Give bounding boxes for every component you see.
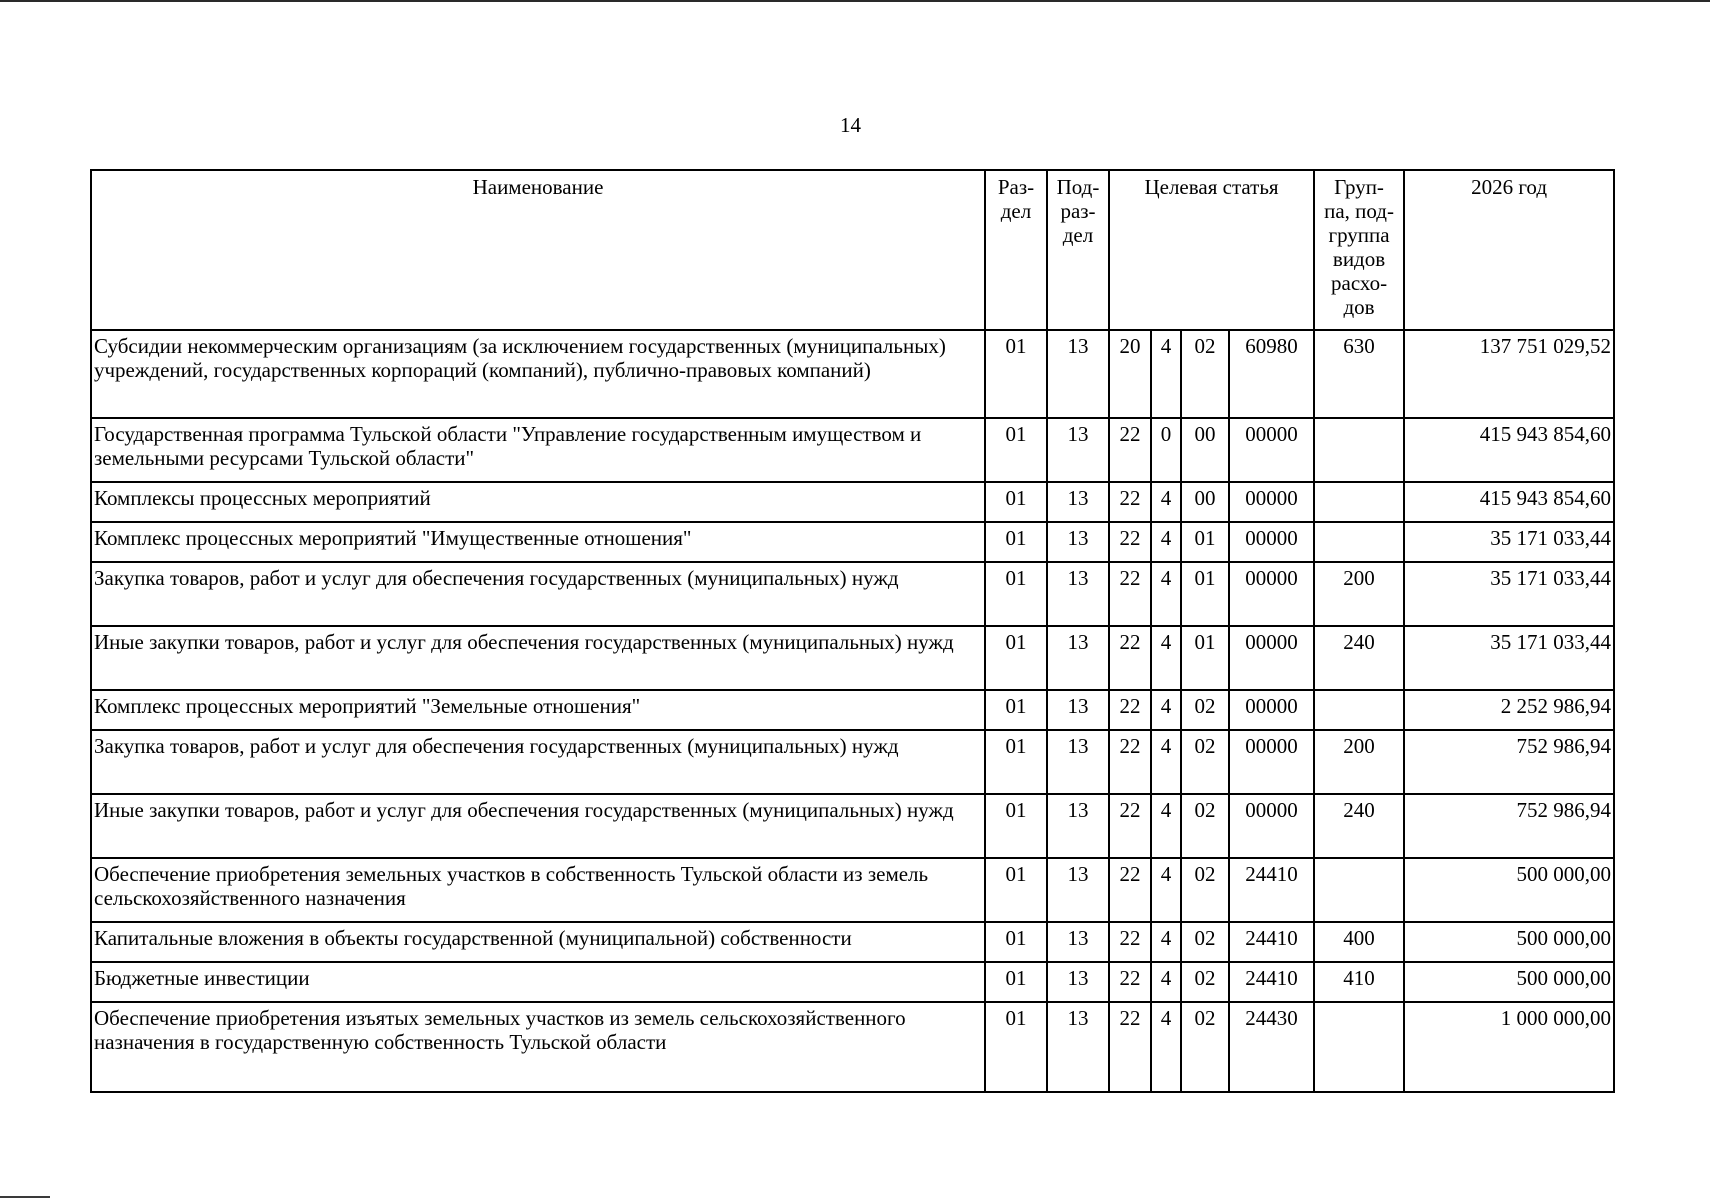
- cell-cs-program: 22: [1109, 858, 1151, 922]
- cell-razdel: 01: [985, 690, 1047, 730]
- cell-expense-group: 240: [1314, 794, 1404, 858]
- cell-razdel: 01: [985, 794, 1047, 858]
- cell-cs-subprogram: 01: [1181, 626, 1229, 690]
- cell-name: Иные закупки товаров, работ и услуг для обеспечения государственных (муниципальных) нужд: [91, 626, 985, 690]
- table-row: [91, 794, 1614, 858]
- cell-name: Государственная программа Тульской области "Управление государственным имуществом и земельными ресурсами Тульской области": [91, 418, 985, 482]
- cell-cs-subprogram: 00: [1181, 418, 1229, 482]
- header-expense-group: [1314, 170, 1404, 330]
- cell-amount: 415 943 854,60: [1404, 418, 1614, 482]
- cell-amount: 1 000 000,00: [1404, 1002, 1614, 1092]
- cell-name: Обеспечение приобретения земельных участков в собственность Тульской области из земель сельскохозяйственного назначения: [91, 858, 985, 922]
- cell-cs-type: 4: [1151, 522, 1181, 562]
- cell-cs-subprogram: 00: [1181, 482, 1229, 522]
- cell-cs-direction: 00000: [1229, 522, 1314, 562]
- cell-cs-type: 4: [1151, 626, 1181, 690]
- cell-name: Комплекс процессных мероприятий "Имущественные отношения": [91, 522, 985, 562]
- header-year-text: 2026 год: [1471, 175, 1547, 199]
- cell-razdel: 01: [985, 922, 1047, 962]
- cell-razdel: 01: [985, 330, 1047, 418]
- cell-cs-direction: 00000: [1229, 418, 1314, 482]
- cell-cs-direction: 00000: [1229, 730, 1314, 794]
- cell-cs-subprogram: 02: [1181, 922, 1229, 962]
- cell-cs-program: 22: [1109, 522, 1151, 562]
- cell-razdel: 01: [985, 562, 1047, 626]
- cell-name: Комплекс процессных мероприятий "Земельные отношения": [91, 690, 985, 730]
- table-row: [91, 962, 1614, 1002]
- cell-cs-type: 4: [1151, 858, 1181, 922]
- table-row: [91, 858, 1614, 922]
- budget-table: [90, 169, 1615, 1093]
- cell-cs-type: 4: [1151, 794, 1181, 858]
- cell-cs-direction: 00000: [1229, 562, 1314, 626]
- cell-razdel: 01: [985, 962, 1047, 1002]
- cell-razdel: 01: [985, 730, 1047, 794]
- cell-podrazdel: 13: [1047, 522, 1109, 562]
- cell-cs-program: 22: [1109, 922, 1151, 962]
- cell-cs-program: 22: [1109, 962, 1151, 1002]
- cell-podrazdel: 13: [1047, 626, 1109, 690]
- cell-cs-subprogram: 01: [1181, 562, 1229, 626]
- table-row: [91, 690, 1614, 730]
- table-row: [91, 418, 1614, 482]
- cell-cs-type: 4: [1151, 562, 1181, 626]
- cell-expense-group: 200: [1314, 730, 1404, 794]
- cell-podrazdel: 13: [1047, 1002, 1109, 1092]
- cell-podrazdel: 13: [1047, 418, 1109, 482]
- header-name-text: Наименование: [472, 175, 604, 199]
- cell-cs-subprogram: 02: [1181, 962, 1229, 1002]
- cell-expense-group: 410: [1314, 962, 1404, 1002]
- cell-podrazdel: 13: [1047, 962, 1109, 1002]
- cell-razdel: 01: [985, 522, 1047, 562]
- cell-name: Закупка товаров, работ и услуг для обеспечения государственных (муниципальных) нужд: [91, 562, 985, 626]
- cell-cs-type: 4: [1151, 730, 1181, 794]
- cell-cs-direction: 00000: [1229, 482, 1314, 522]
- table-row: [91, 1002, 1614, 1092]
- page-number: 14: [840, 113, 861, 137]
- cell-cs-direction: 00000: [1229, 690, 1314, 730]
- cell-cs-subprogram: 02: [1181, 794, 1229, 858]
- cell-cs-program: 22: [1109, 1002, 1151, 1092]
- cell-amount: 500 000,00: [1404, 922, 1614, 962]
- cell-podrazdel: 13: [1047, 794, 1109, 858]
- cell-amount: 415 943 854,60: [1404, 482, 1614, 522]
- cell-expense-group: 400: [1314, 922, 1404, 962]
- cell-cs-direction: 24430: [1229, 1002, 1314, 1092]
- cell-podrazdel: 13: [1047, 562, 1109, 626]
- header-section: [985, 170, 1047, 330]
- cell-expense-group: [1314, 522, 1404, 562]
- cell-cs-type: 0: [1151, 418, 1181, 482]
- cell-amount: 35 171 033,44: [1404, 522, 1614, 562]
- cell-razdel: 01: [985, 626, 1047, 690]
- cell-cs-program: 22: [1109, 626, 1151, 690]
- cell-name: Субсидии некоммерческим организациям (за исключением государственных (муниципальных) учреждений, государственных корпораций (компаний), публично-правовых компаний): [91, 330, 985, 418]
- cell-amount: 500 000,00: [1404, 962, 1614, 1002]
- cell-cs-program: 22: [1109, 690, 1151, 730]
- table-row: [91, 730, 1614, 794]
- cell-podrazdel: 13: [1047, 730, 1109, 794]
- cell-cs-direction: 24410: [1229, 962, 1314, 1002]
- cell-cs-subprogram: 02: [1181, 730, 1229, 794]
- cell-cs-subprogram: 01: [1181, 522, 1229, 562]
- header-subsection: [1047, 170, 1109, 330]
- cell-cs-direction: 00000: [1229, 794, 1314, 858]
- cell-cs-subprogram: 02: [1181, 1002, 1229, 1092]
- cell-expense-group: 200: [1314, 562, 1404, 626]
- cell-amount: 137 751 029,52: [1404, 330, 1614, 418]
- cell-amount: 500 000,00: [1404, 858, 1614, 922]
- cell-cs-program: 20: [1109, 330, 1151, 418]
- header-target-article: [1109, 170, 1314, 330]
- cell-expense-group: 240: [1314, 626, 1404, 690]
- cell-podrazdel: 13: [1047, 922, 1109, 962]
- header-target-article-text: Целевая статья: [1144, 175, 1279, 199]
- cell-podrazdel: 13: [1047, 482, 1109, 522]
- cell-cs-program: 22: [1109, 418, 1151, 482]
- cell-cs-type: 4: [1151, 1002, 1181, 1092]
- cell-name: Обеспечение приобретения изъятых земельных участков из земель сельскохозяйственного назначения в государственную собственность Тульской области: [91, 1002, 985, 1092]
- cell-amount: 752 986,94: [1404, 794, 1614, 858]
- cell-cs-type: 4: [1151, 690, 1181, 730]
- cell-razdel: 01: [985, 858, 1047, 922]
- cell-cs-subprogram: 02: [1181, 690, 1229, 730]
- cell-expense-group: [1314, 1002, 1404, 1092]
- cell-cs-type: 4: [1151, 922, 1181, 962]
- cell-name: Иные закупки товаров, работ и услуг для обеспечения государственных (муниципальных) нужд: [91, 794, 985, 858]
- cell-podrazdel: 13: [1047, 690, 1109, 730]
- cell-amount: 752 986,94: [1404, 730, 1614, 794]
- cell-razdel: 01: [985, 482, 1047, 522]
- cell-cs-program: 22: [1109, 730, 1151, 794]
- cell-name: Капитальные вложения в объекты государственной (муниципальной) собственности: [91, 922, 985, 962]
- cell-expense-group: [1314, 418, 1404, 482]
- cell-name: Закупка товаров, работ и услуг для обеспечения государственных (муниципальных) нужд: [91, 730, 985, 794]
- table-row: [91, 626, 1614, 690]
- header-section-text: Раз- дел: [997, 175, 1035, 223]
- cell-cs-direction: 24410: [1229, 858, 1314, 922]
- cell-cs-type: 4: [1151, 330, 1181, 418]
- header-expense-group-text: Груп- па, под- группа видов расхо- дов: [1324, 175, 1394, 319]
- cell-amount: 2 252 986,94: [1404, 690, 1614, 730]
- table-row: [91, 562, 1614, 626]
- cell-cs-subprogram: 02: [1181, 330, 1229, 418]
- cell-expense-group: 630: [1314, 330, 1404, 418]
- header-subsection-text: Под- раз- дел: [1056, 175, 1100, 247]
- cell-cs-direction: 00000: [1229, 626, 1314, 690]
- table-row: [91, 522, 1614, 562]
- cell-cs-direction: 60980: [1229, 330, 1314, 418]
- table-row: [91, 330, 1614, 418]
- cell-expense-group: [1314, 690, 1404, 730]
- table-row: [91, 482, 1614, 522]
- cell-cs-program: 22: [1109, 794, 1151, 858]
- cell-name: Бюджетные инвестиции: [91, 962, 985, 1002]
- cell-cs-program: 22: [1109, 562, 1151, 626]
- cell-podrazdel: 13: [1047, 330, 1109, 418]
- cell-expense-group: [1314, 482, 1404, 522]
- cell-cs-direction: 24410: [1229, 922, 1314, 962]
- table-row: [91, 922, 1614, 962]
- cell-cs-subprogram: 02: [1181, 858, 1229, 922]
- cell-amount: 35 171 033,44: [1404, 562, 1614, 626]
- table-header-row: [91, 170, 1614, 330]
- scan-edge-top: [0, 0, 1710, 2]
- cell-name: Комплексы процессных мероприятий: [91, 482, 985, 522]
- cell-cs-type: 4: [1151, 482, 1181, 522]
- header-year: [1404, 170, 1614, 330]
- cell-cs-type: 4: [1151, 962, 1181, 1002]
- cell-cs-program: 22: [1109, 482, 1151, 522]
- cell-podrazdel: 13: [1047, 858, 1109, 922]
- scan-edge-bottom: [0, 1196, 50, 1198]
- header-name: [91, 170, 985, 330]
- cell-razdel: 01: [985, 418, 1047, 482]
- cell-amount: 35 171 033,44: [1404, 626, 1614, 690]
- cell-razdel: 01: [985, 1002, 1047, 1092]
- cell-expense-group: [1314, 858, 1404, 922]
